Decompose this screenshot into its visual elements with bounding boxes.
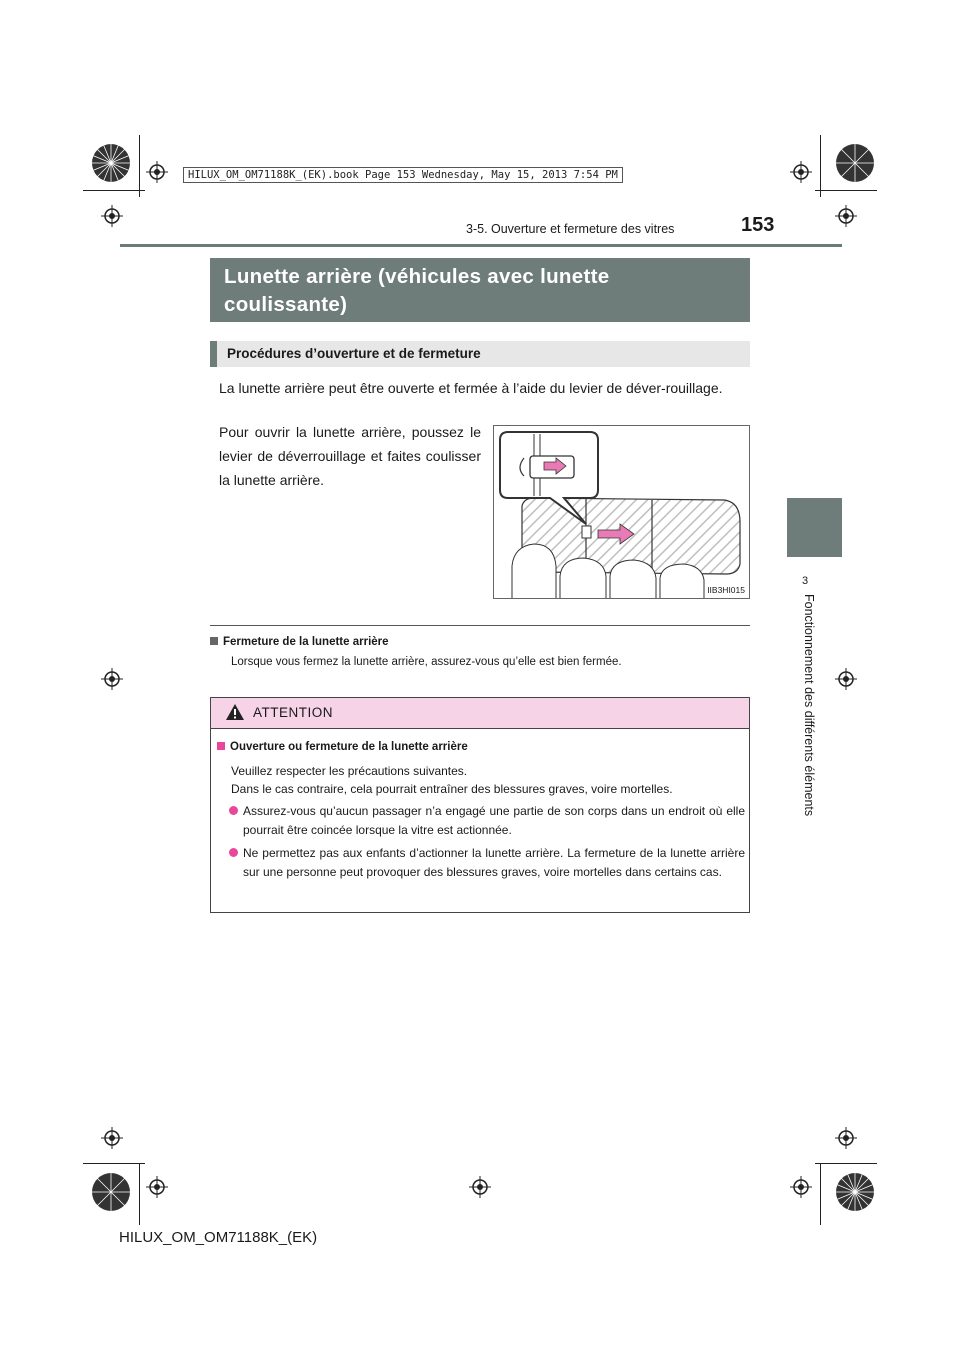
crosshair-target-icon bbox=[790, 1176, 812, 1198]
attention-title-text: Ouverture ou fermeture de la lunette arrière bbox=[230, 741, 468, 753]
attention-line-2: Dans le cas contraire, cela pourrait entraîner des blessures graves, voire mortelles. bbox=[231, 782, 673, 796]
crosshair-target-icon bbox=[835, 668, 857, 690]
crosshair-target-icon bbox=[146, 1176, 168, 1198]
crosshair-target-icon bbox=[101, 1127, 123, 1149]
attention-bullet bbox=[229, 844, 745, 882]
page-title bbox=[210, 258, 750, 322]
note-divider bbox=[210, 625, 750, 626]
intro-paragraph: La lunette arrière peut être ouverte et fermée à l’aide du levier de déver-rouillage. bbox=[219, 380, 723, 396]
attention-line-1: Veuillez respecter les précautions suivantes. bbox=[231, 764, 468, 778]
page-number: 153 bbox=[741, 214, 775, 236]
note-title bbox=[210, 636, 389, 648]
header-rule bbox=[120, 244, 842, 247]
crosshair-target-icon bbox=[835, 205, 857, 227]
page-title-line-1: Lunette arrière (véhicules avec lunette bbox=[224, 265, 610, 288]
chapter-title: Fonctionnement des différents éléments bbox=[802, 594, 816, 817]
subheading: Procédures d’ouverture et de fermeture bbox=[210, 341, 750, 367]
crosshair-target-icon bbox=[101, 205, 123, 227]
section-header: 3-5. Ouverture et fermeture des vitres bbox=[466, 222, 675, 236]
book-file-info: HILUX_OM_OM71188K_(EK).book Page 153 Wednesday, May 15, 2013 7:54 PM bbox=[183, 167, 623, 183]
registration-sunburst-icon bbox=[91, 1172, 131, 1212]
attention-bullet-text: Ne permettez pas aux enfants d’actionner la lunette arrière. La fermeture de la lunette arrière sur une personne peut provoquer des blessures graves, voire mortelles dans certains cas. bbox=[243, 846, 745, 879]
attention-header bbox=[211, 698, 749, 729]
crosshair-target-icon bbox=[835, 1127, 857, 1149]
crosshair-target-icon bbox=[790, 161, 812, 183]
registration-sunburst-icon bbox=[835, 143, 875, 183]
square-bullet-icon bbox=[210, 637, 218, 645]
attention-bullet bbox=[229, 802, 745, 840]
footer-code: HILUX_OM_OM71188K_(EK) bbox=[119, 1229, 318, 1246]
attention-title bbox=[217, 741, 468, 753]
note-text: Lorsque vous fermez la lunette arrière, assurez-vous qu’elle est bien fermée. bbox=[231, 656, 622, 668]
bullet-dot-icon bbox=[229, 848, 238, 857]
rear-window-drawing bbox=[494, 426, 750, 599]
crosshair-target-icon bbox=[101, 668, 123, 690]
attention-intro bbox=[231, 762, 745, 798]
rear-window-illustration bbox=[493, 425, 750, 599]
attention-label: ATTENTION bbox=[253, 705, 333, 720]
chapter-number: 3 bbox=[802, 575, 809, 587]
registration-sunburst-icon bbox=[835, 1172, 875, 1212]
attention-bullet-text: Assurez-vous qu’aucun passager n’a engagé une partie de son corps dans un endroit où elle pourrait être coincée lorsque la vitre est actionnée. bbox=[243, 804, 745, 837]
warning-triangle-icon bbox=[225, 703, 245, 721]
crosshair-target-icon bbox=[469, 1176, 491, 1198]
attention-box bbox=[210, 697, 750, 913]
instruction-paragraph: Pour ouvrir la lunette arrière, poussez le levier de déverrouillage et faites coulisser la lunette arrière. bbox=[219, 424, 481, 488]
bullet-dot-icon bbox=[229, 806, 238, 815]
crosshair-target-icon bbox=[146, 161, 168, 183]
registration-sunburst-icon bbox=[91, 143, 131, 183]
chapter-tab bbox=[787, 498, 842, 557]
square-bullet-icon bbox=[217, 742, 225, 750]
page-title-line-2: coulissante) bbox=[224, 293, 348, 316]
figure-code: IIB3HI015 bbox=[707, 585, 745, 595]
note-title-text: Fermeture de la lunette arrière bbox=[223, 636, 389, 648]
